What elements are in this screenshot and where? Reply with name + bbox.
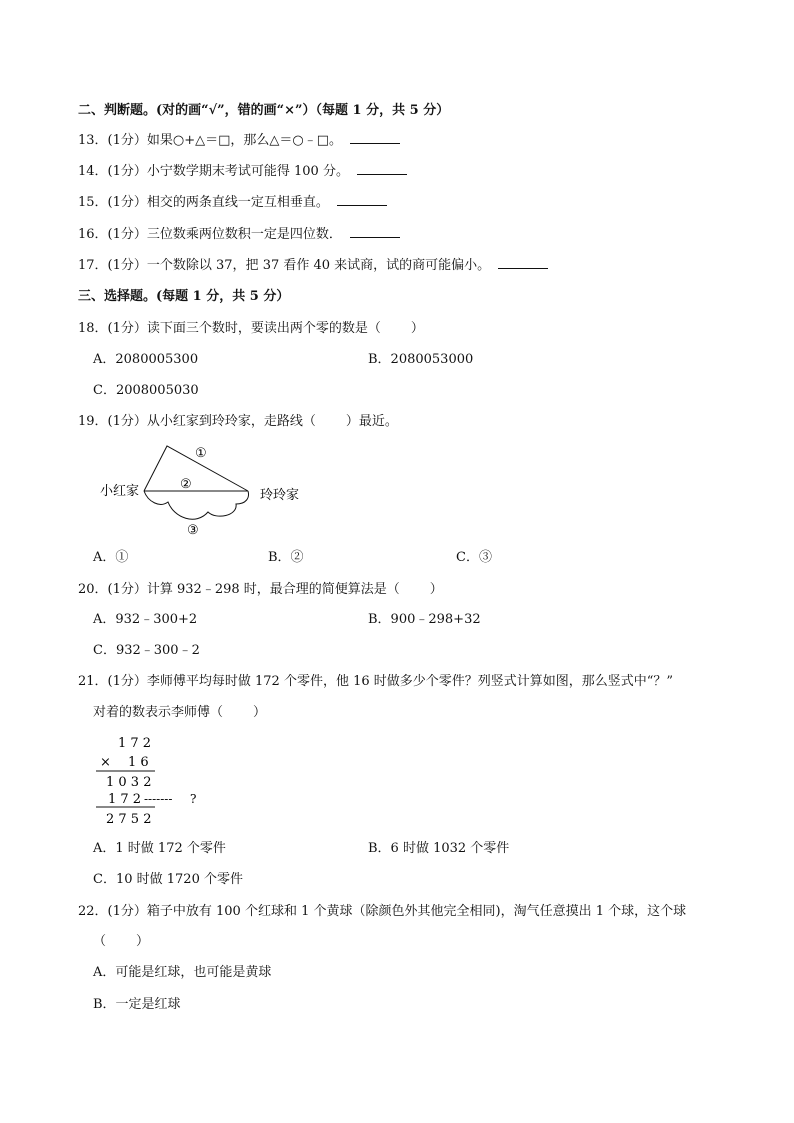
option-21-b[interactable]: B．6 时做 1032 个零件 (368, 841, 510, 856)
section-2-heading: 二、判断题。(对的画“√”，错的画“×”）（每题 1 分，共 5 分） (78, 103, 450, 118)
question-21-stem2-close: ） (253, 705, 267, 720)
option-18-a[interactable]: A．2080005300 (93, 352, 199, 367)
option-21-c[interactable]: C．10 时做 1720 个零件 (93, 872, 243, 887)
question-17-text: 17．(1分）一个数除以 37，把 37 看作 40 来试商，试的商可能偏小。 (78, 258, 491, 273)
option-22-b[interactable]: B．一定是红球 (93, 997, 181, 1012)
question-20-stem-text: 20．(1分）计算 932﹣298 时，最合理的简便算法是（ (78, 582, 400, 597)
answer-blank-16[interactable] (350, 226, 400, 238)
question-21-stem: 21．(1分）李师傅平均每时做 172 个零件，他 16 时做多少个零件？列竖式计算如图，那么竖式中“？” (78, 674, 674, 689)
route-2-label: ② (180, 477, 192, 492)
calc-multiplier: 1 6 (128, 755, 149, 770)
question-22-stem2-open: （ (93, 934, 107, 949)
option-22-a[interactable]: A．可能是红球，也可能是黄球 (93, 965, 272, 980)
question-19-stem-close: ）最近。 (345, 414, 398, 429)
calc-question-mark: ? (190, 792, 197, 806)
question-13-text: 13．(1分）如果○+△＝□，那么△＝○﹣□。 (78, 133, 343, 148)
question-21-stem2-text: 对着的数表示李师傅（ (93, 705, 224, 720)
section-3-heading: 三、选择题。(每题 1 分，共 5 分） (78, 289, 290, 304)
option-20-c[interactable]: C．932﹣300﹣2 (93, 643, 200, 658)
option-19-b[interactable]: B．② (268, 550, 304, 565)
calc-product: 2 7 5 2 (106, 812, 152, 827)
answer-blank-17[interactable] (498, 257, 548, 269)
question-17 (78, 257, 548, 275)
question-18-stem-text: 18．(1分）读下面三个数时，要读出两个零的数是（ (78, 321, 381, 336)
route-diagram (88, 440, 328, 540)
option-20-a[interactable]: A．932﹣300+2 (93, 612, 198, 627)
calc-dash-pointer: ------- (144, 792, 173, 806)
lingling-home-label: 玲玲家 (260, 488, 300, 503)
question-15 (78, 194, 387, 212)
xiaohong-home-label: 小红家 (100, 484, 140, 499)
answer-blank-13[interactable] (350, 132, 400, 144)
route-1-label: ① (195, 446, 207, 461)
calc-multiplicand: 1 7 2 (118, 736, 152, 751)
question-14 (78, 163, 407, 181)
calc-partial-1: 1 0 3 2 (106, 775, 152, 790)
question-19-stem-text: 19．(1分）从小红家到玲玲家，走路线（ (78, 414, 316, 429)
option-19-c[interactable]: C．③ (456, 550, 492, 565)
route-3-path (144, 491, 249, 519)
route-3-label: ③ (187, 523, 199, 538)
answer-blank-15[interactable] (337, 194, 387, 206)
vertical-multiplication (92, 730, 222, 830)
question-20-stem-close: ） (429, 582, 443, 597)
question-13 (78, 132, 400, 150)
question-18-stem-close: ） (410, 321, 424, 336)
question-16-text: 16．(1分）三位数乘两位数积一定是四位数． (78, 227, 342, 242)
option-18-b[interactable]: B．2080053000 (368, 352, 474, 367)
question-21-stem-line2 (93, 704, 266, 722)
question-15-text: 15．(1分）相交的两条直线一定互相垂直。 (78, 195, 329, 210)
calc-partial-2: 1 7 2 (108, 792, 142, 807)
option-18-c[interactable]: C．2008005030 (93, 383, 199, 398)
times-sign: × (100, 755, 111, 770)
option-19-a[interactable]: A．① (93, 550, 129, 565)
question-14-text: 14．(1分）小宁数学期末考试可能得 100 分。 (78, 164, 349, 179)
question-22-stem: 22．(1分）箱子中放有 100 个红球和 1 个黄球（除颜色外其他完全相同)，淘气任意摸出 1 个球，这个球 (78, 904, 687, 919)
question-19-stem (78, 413, 398, 431)
option-20-b[interactable]: B．900﹣298+32 (368, 612, 481, 627)
question-16 (78, 226, 400, 244)
answer-blank-14[interactable] (357, 163, 407, 175)
question-18-stem (78, 320, 424, 338)
question-22-stem2-close: ） (136, 934, 150, 949)
option-21-a[interactable]: A．1 时做 172 个零件 (93, 841, 226, 856)
question-20-stem (78, 581, 443, 599)
question-22-stem-line2 (93, 933, 149, 951)
